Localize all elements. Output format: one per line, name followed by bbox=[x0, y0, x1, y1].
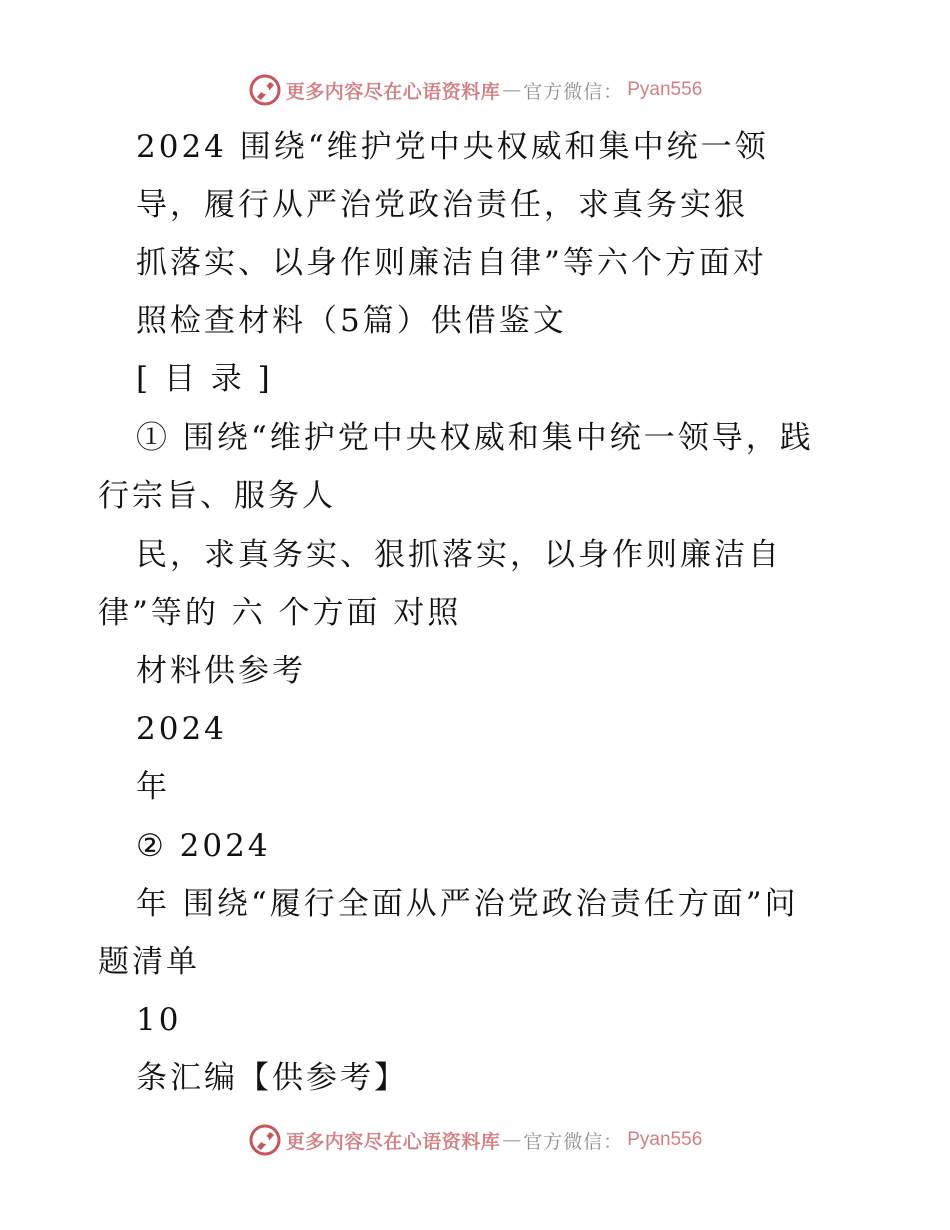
title-line-4: 照检查材料（5篇）供借鉴文 bbox=[136, 303, 567, 339]
toc-item-1-line-2: 行宗旨、服务人 bbox=[98, 478, 336, 514]
banner-main-text: 更多内容尽在心语资料库 bbox=[285, 80, 501, 103]
banner-separator: — bbox=[502, 79, 522, 101]
footer-watermark-banner bbox=[0, 1120, 950, 1160]
toc-item-2-line-3: 题清单 bbox=[98, 944, 200, 980]
toc-item-1-line-5: 材料供参考 bbox=[136, 653, 306, 689]
banner-wechat-id: Pyan556 bbox=[627, 79, 703, 100]
title-line-2: 导，履行从严治党政治责任，求真务实狠 bbox=[136, 187, 748, 223]
title-line-1: 2024 围绕“维护党中央权威和集中统一领 bbox=[136, 129, 769, 165]
banner-wechat-label: 官方微信： bbox=[523, 1130, 624, 1153]
banner-separator: — bbox=[502, 1129, 522, 1151]
toc-heading: [ 目 录 ] bbox=[136, 361, 273, 397]
toc-item-2-line-4: 10 bbox=[136, 1002, 182, 1038]
toc-item-1-line-3: 民，求真务实、狠抓落实，以身作则廉洁自 bbox=[136, 537, 782, 573]
title-line-3: 抓落实、以身作则廉洁自律”等六个方面对 bbox=[136, 245, 767, 281]
banner-wechat-label: 官方微信： bbox=[523, 80, 624, 103]
toc-item-1-line-4: 律”等的 六 个方面 对照 bbox=[98, 595, 462, 631]
toc-item-2-line-2: 年 围绕“履行全面从严治党政治责任方面”问 bbox=[136, 886, 799, 922]
banner-main-text: 更多内容尽在心语资料库 bbox=[285, 1130, 501, 1153]
logo-icon bbox=[248, 1123, 282, 1157]
toc-item-1-line-1: ① 围绕“维护党中央权威和集中统一领导，践 bbox=[136, 420, 814, 456]
banner-wechat-id: Pyan556 bbox=[627, 1129, 703, 1150]
logo-icon bbox=[248, 73, 282, 107]
toc-item-1-year-suffix: 年 bbox=[136, 769, 170, 805]
header-watermark-banner bbox=[0, 70, 950, 110]
toc-item-2-line-1: ② 2024 bbox=[136, 828, 271, 864]
toc-item-2-line-5: 条汇编【供参考】 bbox=[136, 1060, 408, 1096]
toc-item-1-year: 2024 bbox=[136, 711, 227, 747]
